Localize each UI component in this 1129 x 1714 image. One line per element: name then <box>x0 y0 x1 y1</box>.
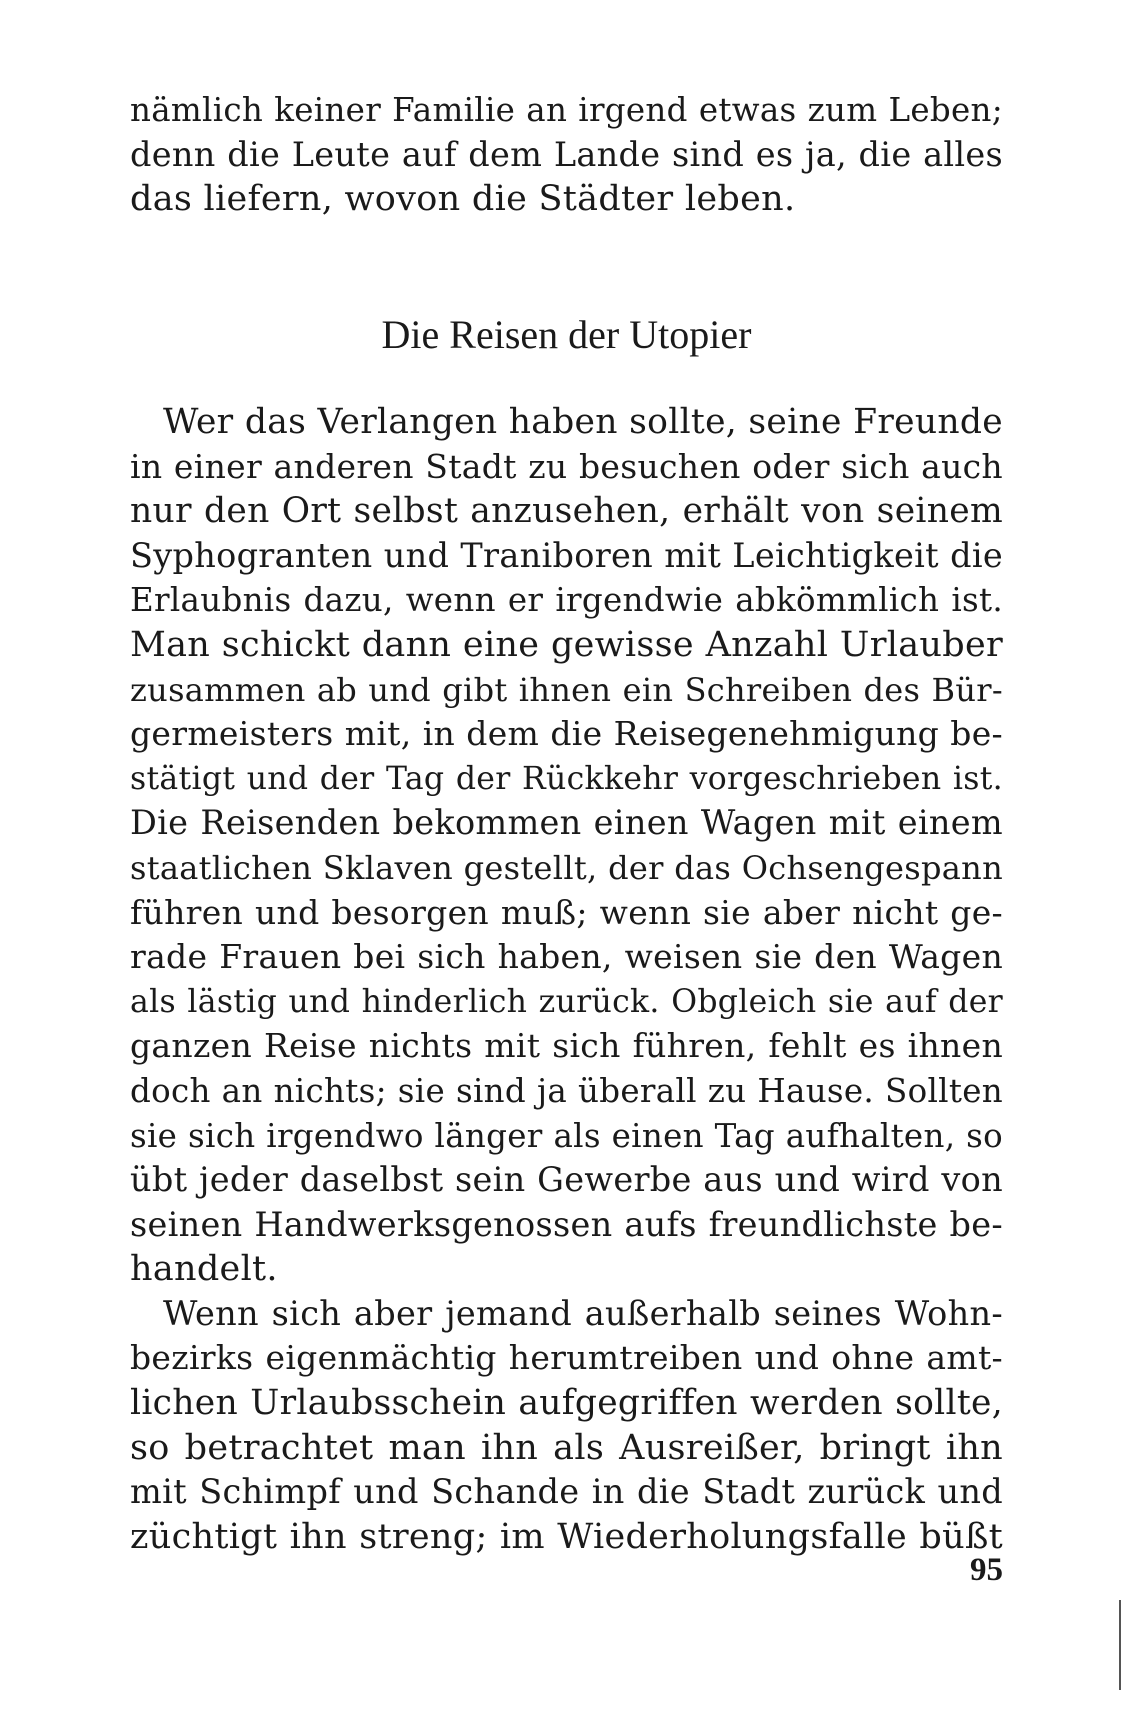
text-line: lichen Urlaubsschein aufgegriffen werden sollte, <box>130 1383 1003 1424</box>
text-line: nur den Ort selbst anzusehen, erhält von seinem <box>130 491 1003 532</box>
text-line: bezirks eigenmächtig herumtreiben und ohne amt- <box>130 1338 1003 1378</box>
text-line: Erlaubnis dazu, wenn er irgendwie abkömmlich ist. <box>130 581 1003 620</box>
text-line: so betrachtet man ihn als Ausreißer, bringt ihn <box>130 1427 1003 1468</box>
text-line: ganzen Reise nichts mit sich führen, fehlt es ihnen <box>130 1026 1003 1066</box>
text-line: Die Reisenden bekommen einen Wagen mit einem <box>130 803 1003 843</box>
text-line: nämlich keiner Familie an irgend etwas zum Leben; <box>130 91 1003 129</box>
text-line: mit Schimpf und Schande in die Stadt zurück und <box>130 1472 1003 1512</box>
text-line: germeisters mit, in dem die Reisegenehmigung be- <box>130 714 1003 754</box>
intro-paragraph <box>130 88 1003 222</box>
text-line: rade Frauen bei sich haben, weisen sie den Wagen <box>130 937 1003 977</box>
text-line: denn die Leute auf dem Lande sind es ja, die alles <box>130 134 1003 174</box>
text-line: staatlichen Sklaven gestellt, der das Ochsengespann <box>130 848 1003 887</box>
text-line: das liefern, wovon die Städter leben. <box>130 179 796 220</box>
page-edge-mark <box>1119 1600 1121 1690</box>
text-line: Wer das Verlangen haben sollte, seine Freunde <box>163 402 1003 442</box>
text-line: stätigt und der Tag der Rückkehr vorgeschrieben ist. <box>130 760 1003 797</box>
text-line: seinen Handwerksgenossen aufs freundlichste be- <box>130 1204 1003 1244</box>
text-line: Wenn sich aber jemand außerhalb seines Wohn- <box>163 1293 1003 1333</box>
paragraph-2 <box>130 1292 1003 1560</box>
text-line: sie sich irgendwo länger als einen Tag aufhalten, so <box>130 1116 1003 1155</box>
text-line: führen und besorgen muß; wenn sie aber nicht ge- <box>130 892 1003 932</box>
text-line: züchtigt ihn streng; im Wiederholungsfalle büßt <box>130 1516 1003 1557</box>
page-number: 95 <box>970 1552 1003 1588</box>
text-line: als lästig und hinderlich zurück. Obgleich sie auf der <box>130 983 1003 1020</box>
section-body <box>130 400 1003 1559</box>
text-line: handelt. <box>130 1249 278 1290</box>
section-heading: Die Reisen der Utopier <box>381 312 752 357</box>
text-line: doch an nichts; sie sind ja überall zu Hause. Sollten <box>130 1071 1003 1110</box>
text-line: Man schickt dann eine gewisse Anzahl Urlauber <box>130 624 1003 665</box>
text-line: übt jeder daselbst sein Gewerbe aus und wird von <box>130 1160 1003 1200</box>
text-line: Syphogranten und Traniboren mit Leichtigkeit die <box>130 535 1003 575</box>
paragraph-1 <box>130 400 1003 1292</box>
text-line: zusammen ab und gibt ihnen ein Schreiben des Bür- <box>130 670 1003 709</box>
text-line: in einer anderen Stadt zu besuchen oder sich auch <box>130 446 1003 486</box>
